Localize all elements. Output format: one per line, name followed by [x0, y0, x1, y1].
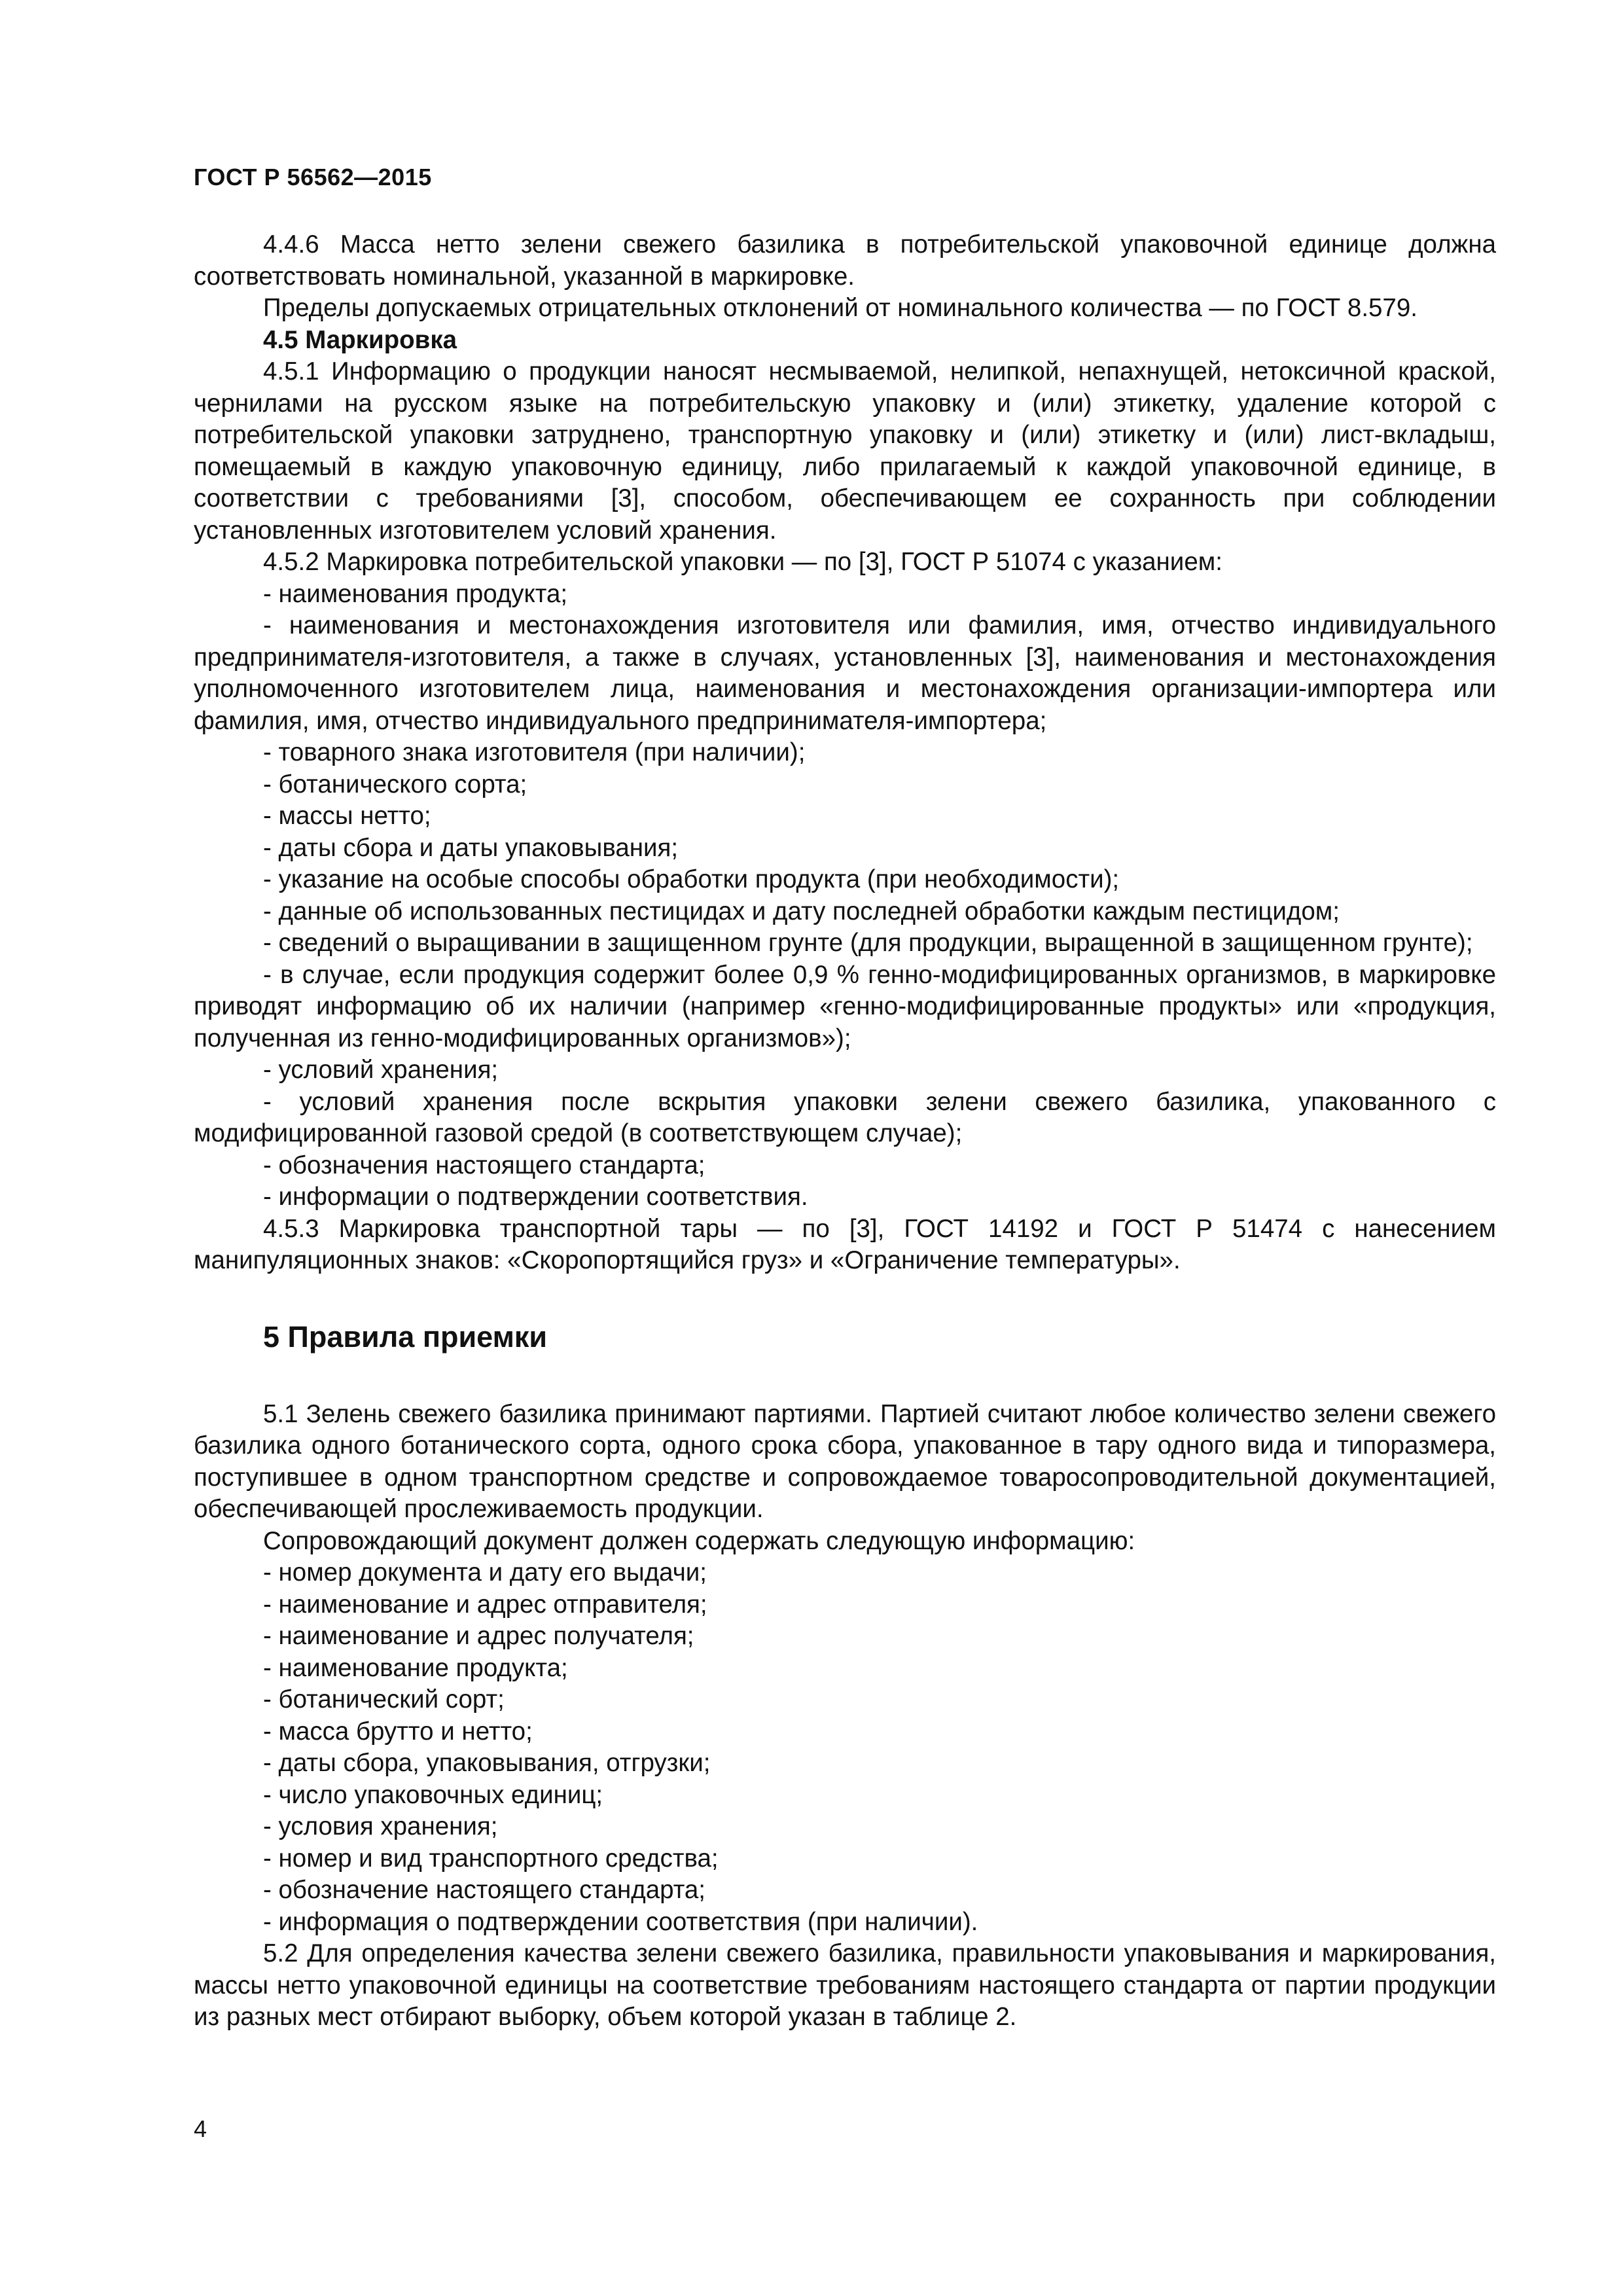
list-item: - масса брутто и нетто; — [263, 1717, 533, 1746]
list-item: - обозначения настоящего стандарта; — [263, 1151, 705, 1179]
list-item: - данные об использованных пестицидах и дату последней обработки каждым пестицидом; — [263, 897, 1340, 925]
list-item: - ботанический сорт; — [263, 1685, 505, 1713]
list-item: - число упаковочных единиц; — [263, 1780, 603, 1809]
list-item: - товарного знака изготовителя (при наличии); — [263, 738, 806, 766]
page-number: 4 — [194, 2115, 207, 2142]
paragraph: 4.5.3 Маркировка транспортной тары — по [3], ГОСТ 14192 и ГОСТ Р 51474 с нанесением манипуляционных знаков: «Скоропортящийся груз» и «Ограничение температуры». — [194, 1214, 1496, 1274]
list-item: - информации о подтверждении соответствия. — [263, 1183, 808, 1211]
list-item: - наименования продукта; — [263, 579, 568, 608]
list-item: - наименование и адрес отправителя; — [263, 1590, 707, 1619]
list-item: - сведений о выращивании в защищенном грунте (для продукции, выращенной в защищенном грунте); — [263, 929, 1473, 957]
subsection-heading: 4.5 Маркировка — [263, 325, 457, 354]
list-item: - даты сбора и даты упаковывания; — [263, 833, 679, 862]
document-body — [194, 229, 1496, 2034]
paragraph: 4.5.2 Маркировка потребительской упаковки — по [3], ГОСТ Р 51074 с указанием: — [263, 548, 1222, 576]
list-item: - массы нетто; — [263, 802, 431, 830]
list-item: - условия хранения; — [263, 1812, 498, 1840]
paragraph: Пределы допускаемых отрицательных отклонений от номинального количества — по ГОСТ 8.579. — [263, 294, 1418, 322]
list-item: - даты сбора, упаковывания, отгрузки; — [263, 1749, 711, 1777]
list-item: - номер и вид транспортного средства; — [263, 1844, 719, 1873]
paragraph: Сопровождающий документ должен содержать следующую информацию: — [263, 1526, 1135, 1555]
list-item: - информация о подтверждении соответствия (при наличии). — [263, 1907, 978, 1936]
list-item: - обозначение настоящего стандарта; — [263, 1876, 706, 1904]
list-item: - условий хранения после вскрытия упаковки зелени свежего базилика, упакованного с модифицированной газовой средой (в соответствующем случае); — [194, 1087, 1496, 1147]
list-item: - в случае, если продукция содержит более 0,9 % генно-модифицированных организмов, в маркировке приводят информацию об их наличии (например «генно-модифицированные продукты» или «продукция, полученная из генно-модифицированных организмов»); — [194, 960, 1496, 1052]
paragraph: 4.4.6 Масса нетто зелени свежего базилика в потребительской упаковочной единице должна соответствовать номинальной, указанной в маркировке. — [194, 230, 1496, 291]
list-item: - условий хранения; — [263, 1056, 499, 1084]
list-item: - наименования и местонахождения изготовителя или фамилия, имя, отчество индивидуального предпринимателя-изготовителя, а также в случаях, установленных [3], наименования и местонахождения уполномоченного изготовителем лица, наименования и местонахождения организации-импортера или фамилия, имя, отчество индивидуального предпринимателя-импортера; — [194, 611, 1496, 735]
document-code: ГОСТ Р 56562—2015 — [194, 164, 432, 190]
list-item: - наименование продукта; — [263, 1653, 568, 1682]
list-item: - наименование и адрес получателя; — [263, 1622, 694, 1650]
paragraph: 5.2 Для определения качества зелени свежего базилика, правильности упаковывания и маркирования, массы нетто упаковочной единицы на соответствие требованиям настоящего стандарта от партии продукции из разных мест отбирают выборку, объем которой указан в таблице 2. — [194, 1939, 1496, 2031]
list-item: - указание на особые способы обработки продукта (при необходимости); — [263, 865, 1120, 893]
list-item: - номер документа и дату его выдачи; — [263, 1558, 707, 1587]
paragraph: 5.1 Зелень свежего базилика принимают партиями. Партией считают любое количество зелени свежего базилика одного ботанического сорта, одного срока сбора, упакованное в тару одного вида и типоразмера, поступившее в одном транспортном средстве и сопровождаемое товаросопроводительной документацией, обеспечивающей прослеживаемость продукции. — [194, 1399, 1496, 1523]
list-item: - ботанического сорта; — [263, 770, 527, 798]
paragraph: 4.5.1 Информацию о продукции наносят несмываемой, нелипкой, непахнущей, нетоксичной краской, чернилами на русском языке на потребительскую упаковку и (или) этикетку, удаление которой с потребительской упаковки затруднено, транспортную упаковку и (или) этикетку и (или) лист-вкладыш, помещаемый в каждую упаковочную единицу, либо прилагаемый к каждой упаковочной единице, в соответствии с требованиями [3], способом, обеспечивающем ее сохранность при соблюдении установленных изготовителем условий хранения. — [194, 357, 1496, 545]
section-heading: 5 Правила приемки — [263, 1319, 548, 1354]
